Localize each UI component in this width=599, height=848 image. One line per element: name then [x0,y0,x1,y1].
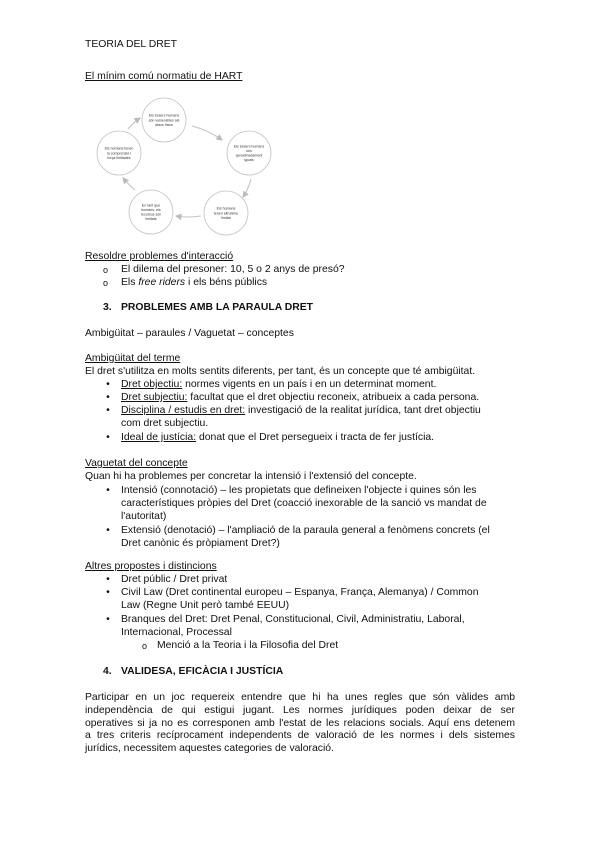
cycle-arrow [123,178,135,190]
bullet: • [106,525,110,536]
paragraph-line: independència de qui estigui jugant. Les normes jurídiques poden deixar de ser [85,704,515,716]
ambiguity-title: Ambigüitat del terme [85,353,181,364]
interaction-title: Resoldre problemes d'interacció [85,251,234,262]
section-4-number: 4. [103,666,112,677]
bullet: • [106,485,110,496]
circle-bullet: o [103,265,109,275]
cycle-node-label: iguals [244,158,254,163]
vagueness-text: Quan hi ha problemes per concretar la intensió i l'extensió del concepte. [85,471,417,482]
cycle-arrow [176,216,201,217]
section-3-number: 3. [103,302,112,313]
cycle-node-label: són vulnerables als [148,118,180,123]
bullet: • [106,379,110,390]
final-paragraph [85,692,515,756]
hart-title: El mínim comú normatiu de HART [85,71,243,82]
cycle-node-label: humans, els [141,208,161,212]
cycle-node-label: limitat [221,215,231,220]
circle-bullet: o [103,278,109,288]
ambiguity-text: El dret s'utilitza en molts sentits diferents, per tant, és un concepte que té ambigüitat. [85,366,476,377]
circle-bullet: o [142,641,148,651]
vagueness-item: Extensió (denotació) – l'ampliació de la paraula general a fenòmens concrets (el Dret canònic és pròpiament Dret?) [121,525,490,549]
cycle-node-label: Els humans tenen [104,146,134,151]
cycle-arrow [243,179,251,197]
section-3-title: PROBLEMES AMB LA PARAULA DRET [121,302,314,313]
cycle-arrow [192,126,222,140]
ambiguity-intro: Ambigüitat – paraules / Vaguetat – conceptes [85,328,294,339]
interaction-item: El dilema del presoner: 10, 5 o 2 anys de presó? [121,264,345,275]
paragraph-line: jurídics, necessitem aquestes categories de valoració. [85,743,334,755]
paragraph-line: a tres criteris recíprocament independents de valoració de les normes i dels sistemes [85,730,515,742]
bullet: • [106,432,110,443]
others-item: Civil Law (Dret continental europeu – Espanya, França, Alemanya) / Common Law (Regne Unit però també EEUU) [121,587,479,611]
ambiguity-item: Ideal de justícia: donat que el Dret persegueix i tracta de fer justícia. [121,432,435,443]
hart-cycle-diagram [88,96,278,246]
cycle-node-label: Els humans [216,206,236,211]
cycle-node-label: aproximadament [235,153,263,158]
bullet: • [106,614,110,625]
cycle-node-label: recursos són [140,212,162,217]
bullet: • [106,574,110,585]
bullet: • [106,587,110,598]
others-title: Altres propostes i distincions [85,561,217,572]
vagueness-title: Vaguetat del concepte [85,458,188,469]
cycle-node-label: Els éssers humans [148,113,180,118]
cycle-node-label: són [246,149,252,153]
ambiguity-item: Disciplina / estudis en dret: investigació de la realitat jurídica, tant dret objectiu com dret subjectiu. [121,405,481,429]
cycle-node-label: atacs físics [155,122,173,127]
cycle-arrow [128,118,140,129]
vagueness-item: Intensió (connotació) – les propietats que defineixen l'objecte i quines són les característiques pròpies del Dret (coacció inexorable de la sanció vs mandat de l'autoritat) [121,485,487,522]
others-item: Branques del Dret: Dret Penal, Constitucional, Civil, Administratiu, Laboral, Internacional, Processal [121,614,465,638]
cycle-node-label: En tant que [141,203,161,208]
ambiguity-item: Dret subjectiu: facultat que el dret objectiu reconeix, atribueix a cada persona. [121,392,480,403]
cycle-node-label: força limitades [107,155,131,160]
cycle-node-label: Els éssers humans [233,144,265,149]
document-header: TEORIA DEL DRET [85,39,177,50]
cycle-node-label: la comprensió i [106,151,132,156]
section-4-title: VALIDESA, EFICÀCIA I JUSTÍCIA [121,666,284,677]
cycle-node-label: limitats [145,217,157,222]
cycle-node-label: tenen altruisme [213,211,239,216]
interaction-item: Els free riders i els béns públics [121,277,268,288]
bullet: • [106,392,110,403]
ambiguity-item: Dret objectiu: normes vigents en un país i en un determinat moment. [121,379,437,390]
others-subitem: Menció a la Teoria i la Filosofia del Dret [157,640,339,651]
bullet: • [106,405,110,416]
paragraph-line: operatives si ja no es corresponen amb l'estat de les relacions socials. Aquí ens detenem [85,717,515,729]
paragraph-line: Participar en un joc requereix entendre que hi ha unes regles que són vàlides amb [85,692,515,703]
others-item: Dret públic / Dret privat [121,574,228,585]
